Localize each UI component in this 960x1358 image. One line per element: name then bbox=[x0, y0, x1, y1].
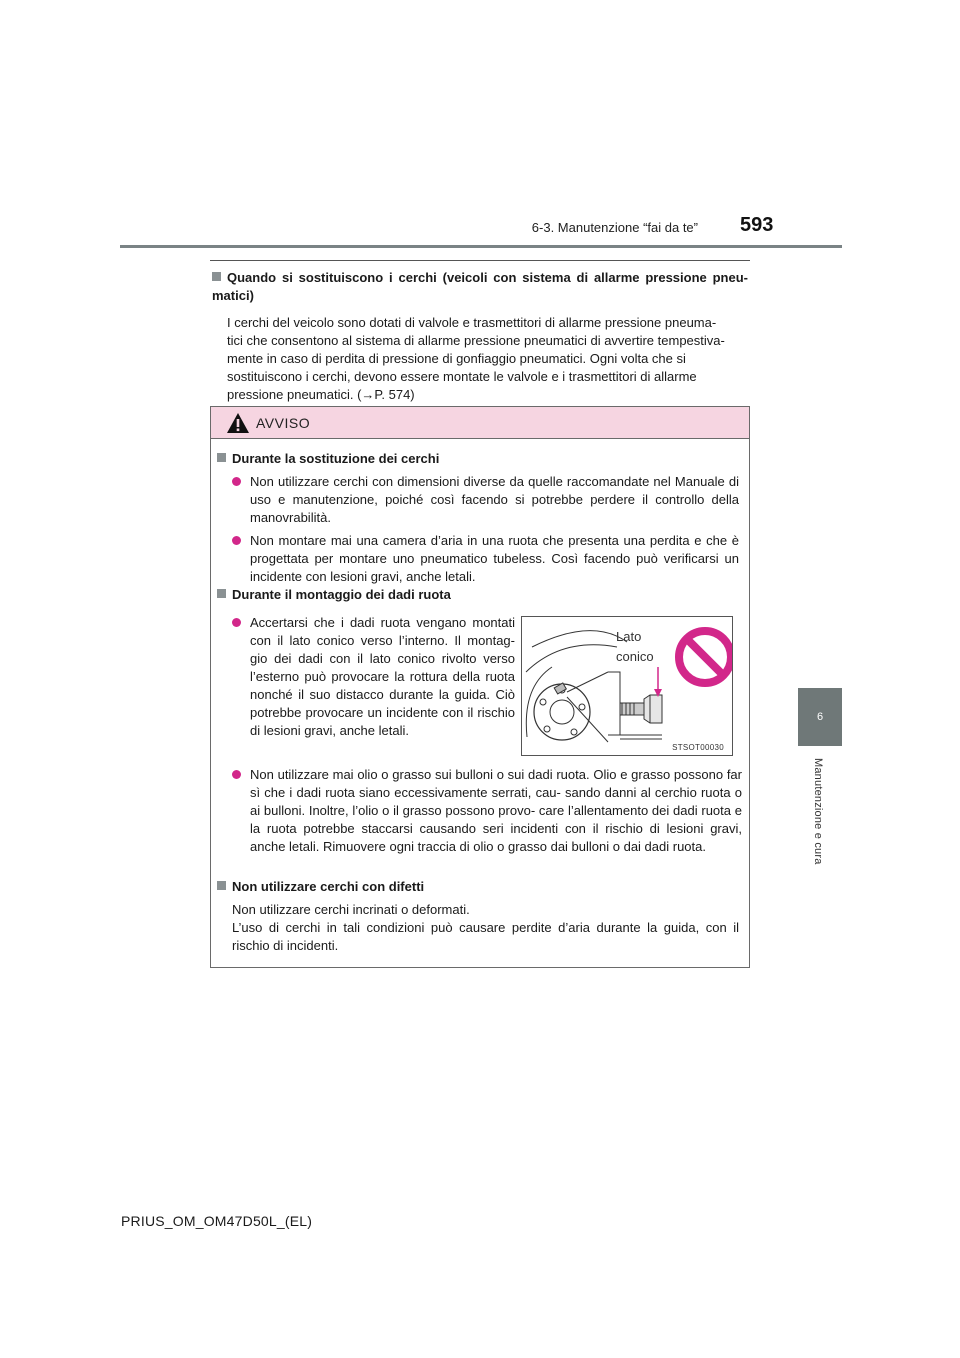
warning-header bbox=[211, 407, 749, 439]
conical-side-label: Lato conico bbox=[616, 629, 654, 664]
square-bullet-icon bbox=[217, 453, 226, 462]
bullet-item: Non utilizzare mai olio o grasso sui bulloni o sui dadi ruota. Olio e grasso possono far sì che i dadi ruota siano eccessivamente serrati, cau- sando danni al cerchio ruota o ai bulloni. Inoltre, l’olio o il grasso possono provo- care l’allentamento dei dadi ruota e la ruota potrebbe staccarsi causando seri incidenti con il rischio di lesioni gravi, anche letali. Rimuovere ogni traccia di olio o grasso dai bulloni o dai dadi ruota. bbox=[232, 766, 742, 856]
warning-section-2-continued bbox=[232, 766, 742, 856]
intro-line: pressione pneumatici. (→P. 574) bbox=[227, 387, 415, 402]
bullet-dot-icon bbox=[232, 770, 241, 779]
intro-line: tici che consentono al sistema di allarme pressione pneumatici di avvertire tempestiva- bbox=[227, 333, 725, 348]
bullet-dot-icon bbox=[232, 477, 241, 486]
wheel-nut-figure bbox=[521, 616, 733, 756]
text-line: L’uso di cerchi in tali condizioni può causare perdite d’aria durante la guida, con il rischio di incidenti. bbox=[232, 920, 739, 953]
warning-triangle-icon bbox=[226, 412, 250, 434]
intro-line: sostituiscono i cerchi, devono essere montate le valvole e i trasmettitori di allarme bbox=[227, 369, 697, 384]
chapter-tab: 6 bbox=[798, 688, 842, 746]
warning-section-3 bbox=[217, 878, 739, 955]
bullet-item: Accertarsi che i dadi ruota vengano montati con il lato conico verso l’interno. Il montag- gio dei dadi con il lato conico rivolto verso l’esterno può provocare la rottura della ruota nonché il suo distacco durante la guida. Ciò potrebbe provocare un incidente con il rischio di lesioni gravi, anche letali. bbox=[232, 614, 515, 740]
section-title: 6-3. Manutenzione “fai da te” bbox=[531, 220, 698, 235]
page-number: 593 bbox=[740, 214, 774, 236]
square-bullet-icon bbox=[217, 881, 226, 890]
document-code: PRIUS_OM_OM47D50L_(EL) bbox=[121, 1213, 313, 1229]
warning-heading: Non utilizzare cerchi con difetti bbox=[217, 878, 739, 896]
bullet-item: Non utilizzare cerchi con dimensioni diverse da quelle raccomandate nel Manuale di uso e manutenzione, poiché così facendo si potrebbe perdere il controllo della manovrabilità. bbox=[232, 473, 739, 527]
warning-label: AVVISO bbox=[256, 414, 311, 431]
warning-section-1 bbox=[217, 450, 739, 586]
text-line: Non utilizzare cerchi incrinati o deformati. bbox=[232, 902, 470, 917]
chapter-label: Manutenzione e cura bbox=[812, 758, 824, 865]
intro-line: I cerchi del veicolo sono dotati di valvole e trasmettitori di allarme pressione pneuma- bbox=[227, 315, 717, 330]
intro-body bbox=[212, 314, 748, 404]
bullet-dot-icon bbox=[232, 618, 241, 627]
intro-section bbox=[212, 269, 748, 404]
header-divider bbox=[120, 245, 842, 248]
content-divider bbox=[210, 260, 750, 261]
bullet-item: Non montare mai una camera d’aria in una ruota che presenta una perdita e che è progettata per montare uno pneumatico tubeless. Così facendo può verificarsi un incidente con lesioni gravi, anche letali. bbox=[232, 532, 739, 586]
warning-heading: Durante il montaggio dei dadi ruota bbox=[217, 586, 739, 604]
intro-heading: Quando si sostituiscono i cerchi (veicoli con sistema di allarme pressione pneu- matici) bbox=[212, 270, 748, 303]
warning-heading: Durante la sostituzione dei cerchi bbox=[217, 450, 739, 468]
square-bullet-icon bbox=[217, 589, 226, 598]
square-bullet-icon bbox=[212, 272, 221, 281]
figure-code: STSOT00030 bbox=[672, 743, 724, 752]
intro-line: mente in caso di perdita di pressione di gonfiaggio pneumatici. Ogni volta che si bbox=[227, 351, 686, 366]
bullet-dot-icon bbox=[232, 536, 241, 545]
